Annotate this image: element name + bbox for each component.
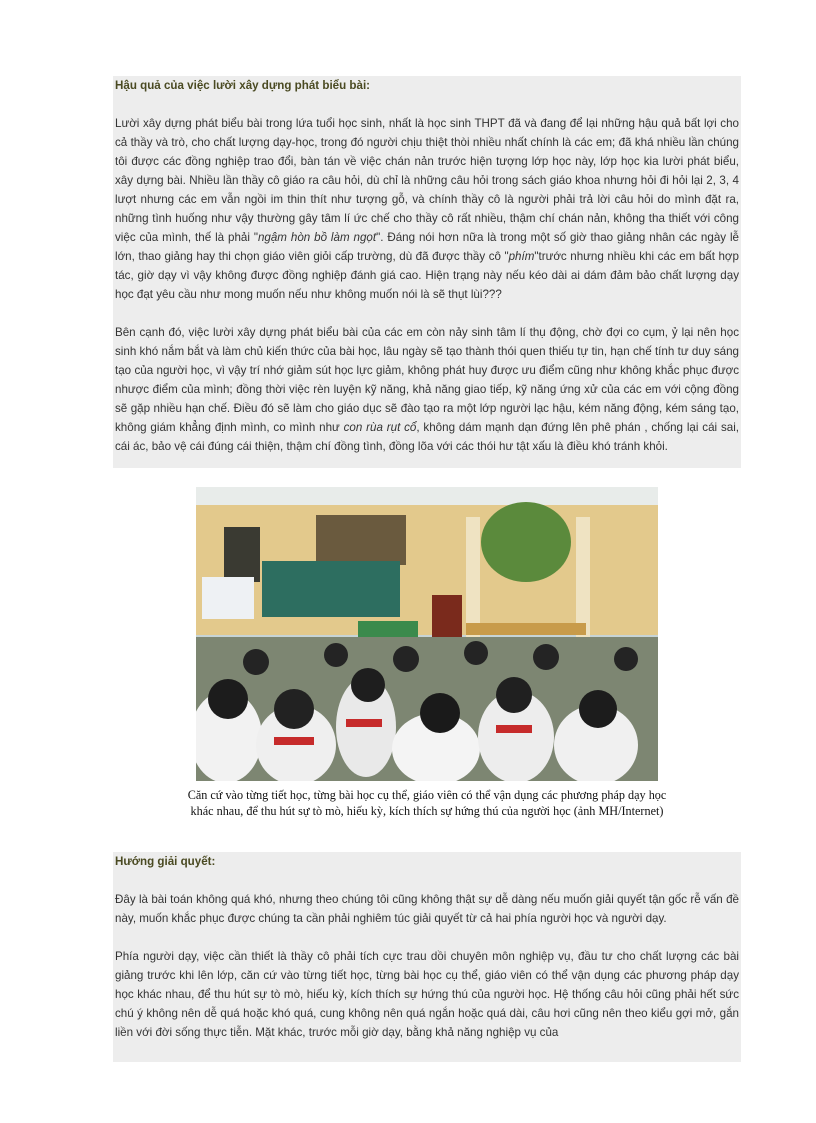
emphasis-text: phím xyxy=(508,250,535,263)
photo-pillar xyxy=(576,517,590,637)
section-solution xyxy=(113,852,741,1062)
photo-pillar xyxy=(466,517,480,637)
photo-display-board xyxy=(262,561,400,617)
paragraph: Đây là bài toán không quá khó, nhưng theo chúng tôi cũng không thật sự dễ dàng nếu muốn giải quyết tận gốc rễ vấn đề này, muốn khắc phục được chúng ta cần phải nghiêm túc giải quyết từ cả hai phía người học và người dạy. xyxy=(115,893,739,925)
paragraph-text: Bên cạnh đó, việc lười xây dựng phát biểu bài của các em còn nảy sinh tâm lí thụ động, chờ đợi co cụm, ỷ lại nên học sinh khó nắm bắt và làm chủ kiến thức của bài học, lâu ngày sẽ tạo thành thói quen thiếu tự tin, hạn chế tính tư duy sáng tạo của người học, vì vậy trí nhớ giảm sút học lực giảm, không phát huy được ưu điểm cũng như không khắc phục được nhược điểm của mình; đồng thời việc rèn luyện kỹ năng, khả năng giao tiếp, kỹ năng ứng xử của các em với cộng đồng sẽ gặp nhiều hạn chế. Điều đó sẽ làm cho giáo dục sẽ đào tạo ra một lớp người lạc hậu, kém năng động, kém sáng tạo, không giám khẳng định mình, co mình như xyxy=(115,326,739,434)
paragraph xyxy=(115,114,739,304)
paragraph-text: , không dám mạnh dạn đứng lên phê phán , chống lại cái sai, cái ác, bảo vệ cái đúng cái thiện, thậm chí đồng tình, đồng lõa với các thói hư tật xấu là điều khó tránh khỏi. xyxy=(115,421,739,453)
section-heading: Hậu quả của việc lười xây dựng phát biểu bài: xyxy=(115,79,371,92)
photo-palm-tree xyxy=(481,502,571,582)
paragraph xyxy=(115,323,739,456)
paragraph: Phía người dạy, việc cần thiết là thầy cô phải tích cực trau dồi chuyên môn nghiệp vụ, đầu tư cho chất lượng các bài giảng trước khi lên lớp, căn cứ vào từng tiết học, từng bài học cụ thể, giáo viên có thể vận dụng các phương pháp dạy học khác nhau, để thu hút sự tò mò, hiếu kỳ, kích thích sự hứng thú của người học. Hệ thống câu hỏi cũng phải hết sức chú ý không nên dễ quá hoặc khó quá, cung không nên quá ngắn hoặc quá dài, câu hơi cũng nên theo kiểu gợi mở, gắn liền với đời sống thực tiễn. Mặt khác, trước mỗi giờ dạy, bằng khả năng nghiệp vụ của xyxy=(115,950,739,1039)
photo-illustration xyxy=(196,487,658,781)
paragraph-text: "trước nhưng nhiều khi các em bất hợp tác, giờ dạy vì vậy không được đồng nghiệp đánh giá cao. Hiện trạng này nếu kéo dài ai dám đảm bảo chất lượng dạy học đạt yêu cầu như mong muốn nếu như không muốn nói là sẽ thụt lùi??? xyxy=(115,250,739,301)
emphasis-text: con rùa rụt cổ xyxy=(343,421,417,434)
photo-window xyxy=(316,515,406,565)
emphasis-text: ngậm hòn bồ làm ngọt xyxy=(257,231,377,244)
paragraph-text: Lười xây dựng phát biểu bài trong lứa tuổi học sinh, nhất là học sinh THPT đã và đang để lại những hậu quả bất lợi cho cả thầy và trò, cho chất lượng dạy-học, trong đó người chịu thiệt thòi nhiều nhất chính là các em; đã khá nhiều lần chúng tôi được các đồng nghiệp trao đổi, bàn tán về việc chán nản trước hiện tượng lớp học này, lớp học kia lười phát biểu, xây dựng bài. Nhiều lần thầy cô giáo ra câu hỏi, dù chỉ là những câu hỏi trong sách giáo khoa nhưng hỏi đi hỏi lại 2, 3, 4 lượt nhưng các em vẫn ngồi im thin thít như tượng gỗ, và chính thầy cô là người phải trả lời câu hỏi do mình đặt ra, những tình huống như vậy thường gây tâm lí ức chế cho thầy cô rất nhiều, thậm chí chán nản, không tha thiết với công việc của mình, thế là phải " xyxy=(115,117,739,244)
photo-notice-board xyxy=(202,577,254,619)
section-consequences xyxy=(113,76,741,468)
photo-caption: Căn cứ vào từng tiết học, từng bài học cụ thể, giáo viên có thể vận dụng các phương pháp dạy học khác nhau, để thu hút sự tò mò, hiếu kỳ, kích thích sự hứng thú của người học (ảnh MH/Internet) xyxy=(187,788,667,818)
paragraph-text: ". Đáng nói hơn nữa là trong một số giờ thao giảng nhân các ngày lễ lớn, thao giảng hay thi chọn giáo viên giỏi cấp trường, dù đã được thầy cô " xyxy=(115,231,740,263)
photo-door xyxy=(224,527,260,582)
section-heading: Hướng giải quyết: xyxy=(115,855,216,868)
school-assembly-photo xyxy=(196,487,658,781)
photo-desks xyxy=(466,623,586,635)
